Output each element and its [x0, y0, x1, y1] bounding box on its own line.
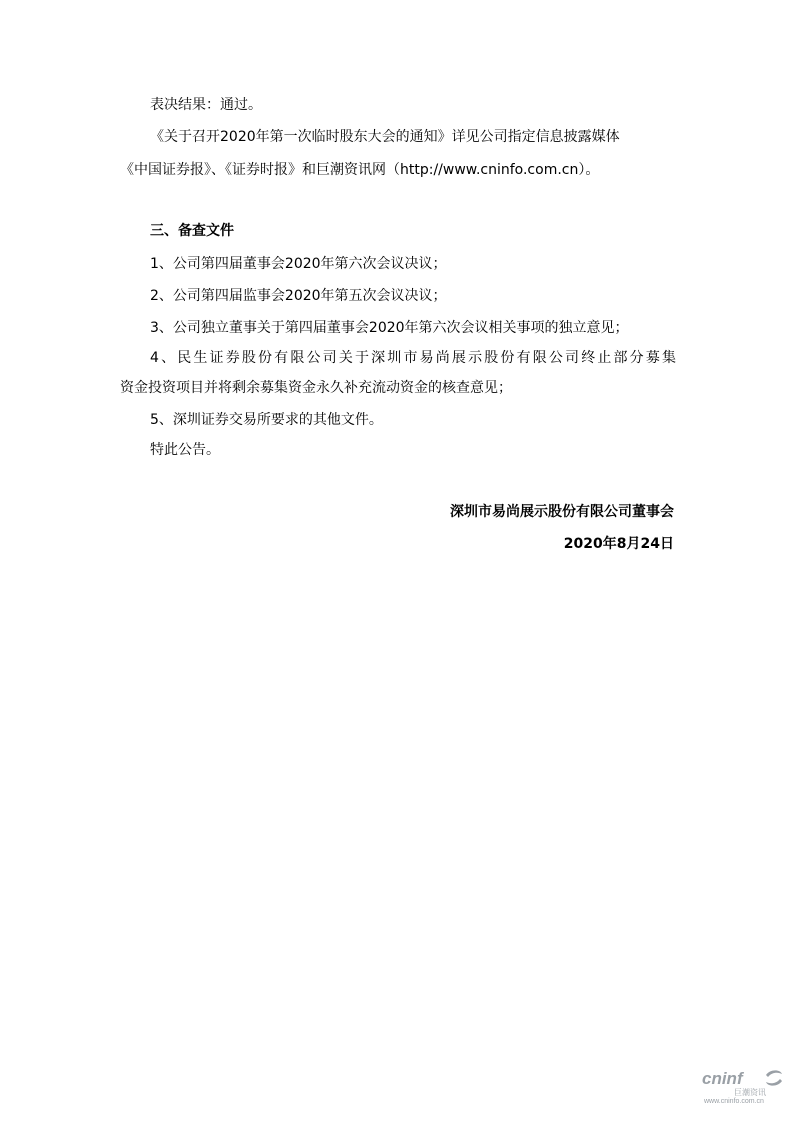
list-item-continuation: 资金投资项目并将剩余募集资金永久补充流动资金的核查意见；: [120, 380, 512, 396]
list-item: 2、公司第四届监事会2020年第五次会议决议；: [150, 288, 447, 304]
notice-line-1: 《关于召开2020年第一次临时股东大会的通知》详见公司指定信息披露媒体: [150, 129, 620, 145]
logo-brand-text: cninf: [702, 1069, 743, 1088]
list-item: 5、深圳证券交易所要求的其他文件。: [150, 412, 383, 428]
logo-subtitle: 巨潮资讯: [734, 1088, 766, 1097]
notice-line-2: 《中国证券报》、《证券时报》和巨潮资讯网（http://www.cninfo.com.cn）。: [120, 162, 600, 178]
list-item: 1、公司第四届董事会2020年第六次会议决议；: [150, 256, 447, 272]
cninfo-swirl-icon: [764, 1069, 784, 1087]
signature-date: 2020年8月24日: [563, 536, 674, 552]
section-heading: 三、备查文件: [150, 223, 234, 239]
vote-result: 表决结果：通过。: [150, 97, 262, 113]
list-item: 4、民生证券股份有限公司关于深圳市易尚展示股份有限公司终止部分募集: [150, 350, 676, 366]
signature-company: 深圳市易尚展示股份有限公司董事会: [450, 504, 674, 520]
cninfo-watermark-logo: [700, 1067, 786, 1111]
closing-text: 特此公告。: [150, 442, 220, 458]
list-item: 3、公司独立董事关于第四届董事会2020年第六次会议相关事项的独立意见；: [150, 320, 629, 336]
logo-url: www.cninfo.com.cn: [704, 1098, 764, 1105]
